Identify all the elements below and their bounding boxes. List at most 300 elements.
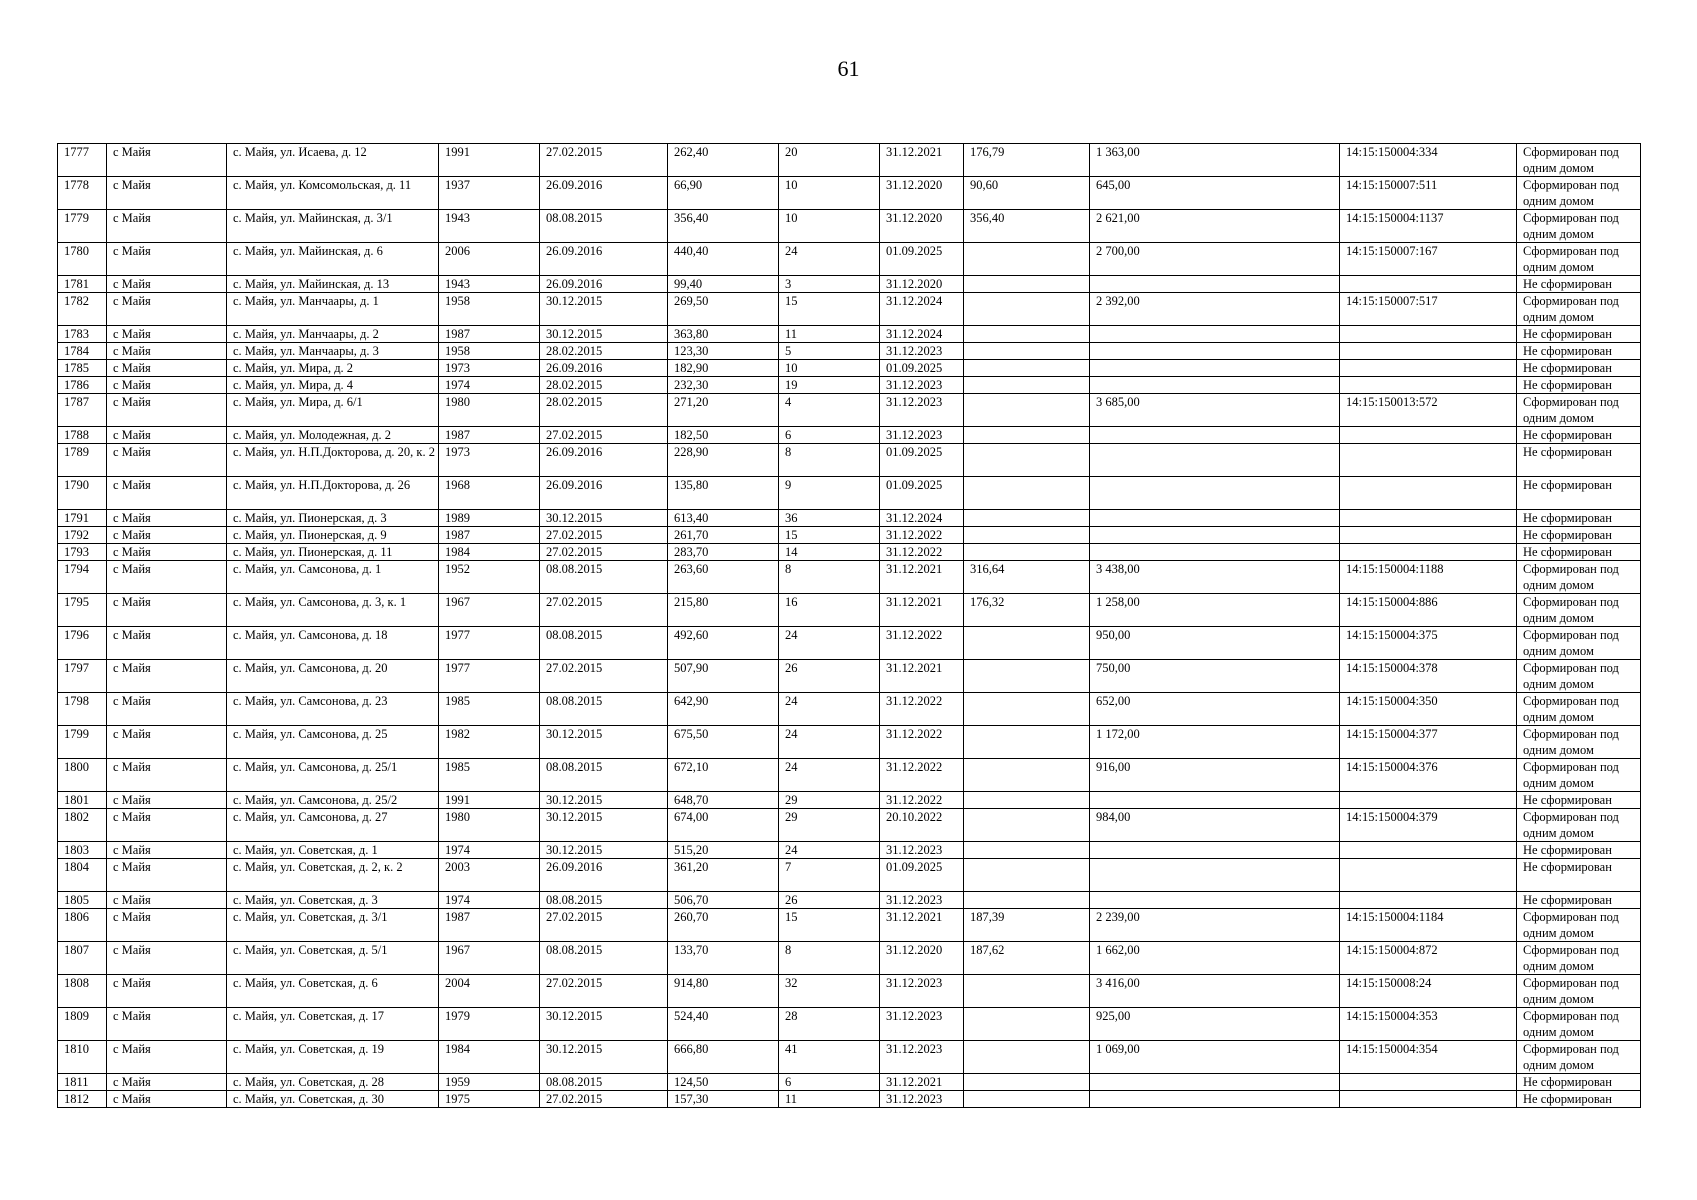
- cell-settlement: с Майя: [107, 343, 227, 360]
- cell-address: с. Майя, ул. Майинская, д. 3/1: [227, 210, 439, 243]
- cell-settlement: с Майя: [107, 293, 227, 326]
- cell-cadastral-value: 652,00: [1090, 693, 1340, 726]
- cell-cadastral-number: 14:15:150007:517: [1340, 293, 1517, 326]
- cell-area: 674,00: [668, 809, 779, 842]
- cell-apartments: 24: [779, 759, 880, 792]
- cell-deadline: 31.12.2023: [880, 394, 964, 427]
- cell-area: 123,30: [668, 343, 779, 360]
- cell-deadline: 31.12.2021: [880, 561, 964, 594]
- cell-cadastral-value: 3 685,00: [1090, 394, 1340, 427]
- cell-land-area: [964, 627, 1090, 660]
- cell-address: с. Майя, ул. Мира, д. 4: [227, 377, 439, 394]
- cell-land-status: Сформирован под одним домом: [1517, 1008, 1641, 1041]
- cell-survey-date: 26.09.2016: [540, 444, 668, 477]
- cell-area: 648,70: [668, 792, 779, 809]
- cell-land-status: Сформирован под одним домом: [1517, 243, 1641, 276]
- cell-cadastral-number: [1340, 510, 1517, 527]
- cell-row-number: 1808: [58, 975, 107, 1008]
- cell-land-status: Не сформирован: [1517, 792, 1641, 809]
- table-row: [58, 942, 1641, 975]
- cell-settlement: с Майя: [107, 942, 227, 975]
- cell-deadline: 31.12.2022: [880, 693, 964, 726]
- cell-cadastral-value: 916,00: [1090, 759, 1340, 792]
- cell-land-area: [964, 510, 1090, 527]
- cell-land-status: Не сформирован: [1517, 892, 1641, 909]
- cell-row-number: 1807: [58, 942, 107, 975]
- cell-survey-date: 08.08.2015: [540, 693, 668, 726]
- cell-land-area: 176,79: [964, 144, 1090, 177]
- cell-land-status: Сформирован под одним домом: [1517, 726, 1641, 759]
- cell-address: с. Майя, ул. Манчаары, д. 1: [227, 293, 439, 326]
- cell-build-year: 1991: [439, 792, 540, 809]
- cell-land-area: 90,60: [964, 177, 1090, 210]
- cell-row-number: 1809: [58, 1008, 107, 1041]
- cell-cadastral-number: 14:15:150004:377: [1340, 726, 1517, 759]
- cell-settlement: с Майя: [107, 627, 227, 660]
- cell-area: 215,80: [668, 594, 779, 627]
- cell-survey-date: 08.08.2015: [540, 627, 668, 660]
- cell-cadastral-number: 14:15:150004:379: [1340, 809, 1517, 842]
- cell-row-number: 1797: [58, 660, 107, 693]
- cell-cadastral-number: 14:15:150013:572: [1340, 394, 1517, 427]
- cell-settlement: с Майя: [107, 842, 227, 859]
- cell-address: с. Майя, ул. Самсонова, д. 23: [227, 693, 439, 726]
- cell-cadastral-value: [1090, 1074, 1340, 1091]
- cell-land-area: 187,39: [964, 909, 1090, 942]
- cell-settlement: с Майя: [107, 1041, 227, 1074]
- cell-cadastral-value: [1090, 792, 1340, 809]
- cell-build-year: 2003: [439, 859, 540, 892]
- cell-build-year: 1975: [439, 1091, 540, 1108]
- cell-apartments: 8: [779, 942, 880, 975]
- cell-row-number: 1788: [58, 427, 107, 444]
- cell-land-area: 316,64: [964, 561, 1090, 594]
- cell-area: 666,80: [668, 1041, 779, 1074]
- cell-land-area: [964, 477, 1090, 510]
- cell-build-year: 1989: [439, 510, 540, 527]
- cell-cadastral-value: 1 363,00: [1090, 144, 1340, 177]
- cell-apartments: 15: [779, 293, 880, 326]
- cell-cadastral-number: [1340, 326, 1517, 343]
- cell-build-year: 1958: [439, 343, 540, 360]
- cell-cadastral-number: [1340, 527, 1517, 544]
- cell-deadline: 31.12.2021: [880, 144, 964, 177]
- cell-land-area: [964, 527, 1090, 544]
- cell-cadastral-value: 3 416,00: [1090, 975, 1340, 1008]
- cell-cadastral-value: 1 258,00: [1090, 594, 1340, 627]
- cell-land-status: Сформирован под одним домом: [1517, 394, 1641, 427]
- table-row: [58, 693, 1641, 726]
- cell-build-year: 1937: [439, 177, 540, 210]
- cell-land-area: [964, 1041, 1090, 1074]
- cell-row-number: 1812: [58, 1091, 107, 1108]
- cell-cadastral-value: [1090, 544, 1340, 561]
- cell-land-status: Сформирован под одним домом: [1517, 561, 1641, 594]
- cell-deadline: 31.12.2024: [880, 293, 964, 326]
- cell-cadastral-value: [1090, 343, 1340, 360]
- cell-apartments: 8: [779, 444, 880, 477]
- cell-deadline: 20.10.2022: [880, 809, 964, 842]
- cell-build-year: 1982: [439, 726, 540, 759]
- cell-cadastral-value: 2 621,00: [1090, 210, 1340, 243]
- cell-land-status: Сформирован под одним домом: [1517, 144, 1641, 177]
- cell-land-area: [964, 377, 1090, 394]
- cell-apartments: 6: [779, 1074, 880, 1091]
- cell-land-status: Не сформирован: [1517, 1091, 1641, 1108]
- cell-area: 283,70: [668, 544, 779, 561]
- cell-build-year: 1984: [439, 544, 540, 561]
- table-row: [58, 975, 1641, 1008]
- cell-cadastral-value: 950,00: [1090, 627, 1340, 660]
- cell-apartments: 3: [779, 276, 880, 293]
- cell-land-area: [964, 693, 1090, 726]
- cell-deadline: 31.12.2024: [880, 510, 964, 527]
- cell-cadastral-number: 14:15:150004:872: [1340, 942, 1517, 975]
- cell-cadastral-value: 2 700,00: [1090, 243, 1340, 276]
- cell-settlement: с Майя: [107, 693, 227, 726]
- table-row: [58, 343, 1641, 360]
- table-row: [58, 293, 1641, 326]
- cell-row-number: 1802: [58, 809, 107, 842]
- cell-land-area: [964, 444, 1090, 477]
- cell-survey-date: 26.09.2016: [540, 360, 668, 377]
- cell-address: с. Майя, ул. Н.П.Доктoрова, д. 26: [227, 477, 439, 510]
- table-row: [58, 144, 1641, 177]
- cell-apartments: 36: [779, 510, 880, 527]
- cell-cadastral-number: [1340, 544, 1517, 561]
- table-row: [58, 444, 1641, 477]
- cell-land-area: 356,40: [964, 210, 1090, 243]
- cell-build-year: 1980: [439, 394, 540, 427]
- cell-survey-date: 27.02.2015: [540, 427, 668, 444]
- table-row: [58, 1008, 1641, 1041]
- cell-cadastral-value: [1090, 842, 1340, 859]
- cell-address: с. Майя, ул. Советская, д. 5/1: [227, 942, 439, 975]
- cell-area: 124,50: [668, 1074, 779, 1091]
- cell-area: 66,90: [668, 177, 779, 210]
- cell-survey-date: 30.12.2015: [540, 1041, 668, 1074]
- cell-deadline: 01.09.2025: [880, 477, 964, 510]
- cell-survey-date: 08.08.2015: [540, 942, 668, 975]
- cell-cadastral-number: 14:15:150004:1188: [1340, 561, 1517, 594]
- table-row: [58, 561, 1641, 594]
- cell-settlement: с Майя: [107, 360, 227, 377]
- registry-body: [58, 144, 1641, 1108]
- cell-row-number: 1787: [58, 394, 107, 427]
- cell-cadastral-value: [1090, 510, 1340, 527]
- cell-cadastral-number: 14:15:150004:375: [1340, 627, 1517, 660]
- cell-survey-date: 26.09.2016: [540, 477, 668, 510]
- cell-build-year: 1943: [439, 210, 540, 243]
- cell-address: с. Майя, ул. Самсонова, д. 27: [227, 809, 439, 842]
- cell-apartments: 41: [779, 1041, 880, 1074]
- cell-address: с. Майя, ул. Самсонова, д. 3, к. 1: [227, 594, 439, 627]
- cell-cadastral-number: [1340, 842, 1517, 859]
- cell-land-area: [964, 759, 1090, 792]
- cell-land-status: Сформирован под одним домом: [1517, 293, 1641, 326]
- cell-deadline: 31.12.2023: [880, 1041, 964, 1074]
- cell-land-area: [964, 427, 1090, 444]
- cell-land-status: Не сформирован: [1517, 510, 1641, 527]
- cell-cadastral-number: [1340, 377, 1517, 394]
- cell-address: с. Майя, ул. Советская, д. 3/1: [227, 909, 439, 942]
- cell-land-area: [964, 1008, 1090, 1041]
- cell-deadline: 31.12.2022: [880, 544, 964, 561]
- table-row: [58, 594, 1641, 627]
- cell-area: 506,70: [668, 892, 779, 909]
- cell-area: 269,50: [668, 293, 779, 326]
- cell-area: 262,40: [668, 144, 779, 177]
- cell-land-status: Сформирован под одним домом: [1517, 627, 1641, 660]
- cell-deadline: 31.12.2021: [880, 660, 964, 693]
- cell-cadastral-value: [1090, 527, 1340, 544]
- cell-survey-date: 27.02.2015: [540, 594, 668, 627]
- cell-settlement: с Майя: [107, 243, 227, 276]
- cell-apartments: 14: [779, 544, 880, 561]
- cell-cadastral-number: 14:15:150004:1184: [1340, 909, 1517, 942]
- cell-settlement: с Майя: [107, 792, 227, 809]
- cell-cadastral-number: 14:15:150007:511: [1340, 177, 1517, 210]
- housing-registry-table: [57, 143, 1641, 1108]
- cell-row-number: 1810: [58, 1041, 107, 1074]
- cell-land-area: [964, 660, 1090, 693]
- cell-cadastral-value: 2 392,00: [1090, 293, 1340, 326]
- cell-build-year: 1967: [439, 594, 540, 627]
- table-row: [58, 377, 1641, 394]
- cell-build-year: 1973: [439, 444, 540, 477]
- cell-deadline: 01.09.2025: [880, 859, 964, 892]
- cell-address: с. Майя, ул. Советская, д. 17: [227, 1008, 439, 1041]
- cell-row-number: 1793: [58, 544, 107, 561]
- cell-apartments: 11: [779, 1091, 880, 1108]
- table-row: [58, 360, 1641, 377]
- cell-survey-date: 27.02.2015: [540, 975, 668, 1008]
- cell-survey-date: 30.12.2015: [540, 792, 668, 809]
- table-row: [58, 510, 1641, 527]
- cell-survey-date: 08.08.2015: [540, 759, 668, 792]
- cell-build-year: 1977: [439, 660, 540, 693]
- cell-build-year: 1987: [439, 326, 540, 343]
- cell-area: 675,50: [668, 726, 779, 759]
- cell-row-number: 1778: [58, 177, 107, 210]
- cell-settlement: с Майя: [107, 892, 227, 909]
- cell-area: 914,80: [668, 975, 779, 1008]
- cell-land-area: [964, 842, 1090, 859]
- cell-cadastral-number: 14:15:150004:354: [1340, 1041, 1517, 1074]
- cell-land-area: [964, 343, 1090, 360]
- cell-address: с. Майя, ул. Комсомольская, д. 11: [227, 177, 439, 210]
- cell-land-area: 176,32: [964, 594, 1090, 627]
- table-row: [58, 243, 1641, 276]
- cell-cadastral-value: [1090, 444, 1340, 477]
- cell-apartments: 32: [779, 975, 880, 1008]
- cell-cadastral-value: [1090, 892, 1340, 909]
- cell-land-status: Сформирован под одним домом: [1517, 909, 1641, 942]
- table-row: [58, 1074, 1641, 1091]
- cell-land-area: [964, 1091, 1090, 1108]
- table-row: [58, 859, 1641, 892]
- cell-row-number: 1794: [58, 561, 107, 594]
- cell-settlement: с Майя: [107, 660, 227, 693]
- cell-row-number: 1789: [58, 444, 107, 477]
- cell-settlement: с Майя: [107, 1008, 227, 1041]
- cell-deadline: 31.12.2024: [880, 326, 964, 343]
- cell-build-year: 2006: [439, 243, 540, 276]
- cell-deadline: 31.12.2022: [880, 759, 964, 792]
- cell-area: 440,40: [668, 243, 779, 276]
- cell-survey-date: 30.12.2015: [540, 726, 668, 759]
- cell-address: с. Майя, ул. Самсонова, д. 18: [227, 627, 439, 660]
- cell-settlement: с Майя: [107, 759, 227, 792]
- table-row: [58, 177, 1641, 210]
- table-row: [58, 394, 1641, 427]
- cell-survey-date: 30.12.2015: [540, 842, 668, 859]
- cell-address: с. Майя, ул. Майинская, д. 6: [227, 243, 439, 276]
- cell-address: с. Майя, ул. Советская, д. 2, к. 2: [227, 859, 439, 892]
- table-row: [58, 276, 1641, 293]
- cell-row-number: 1785: [58, 360, 107, 377]
- cell-area: 135,80: [668, 477, 779, 510]
- cell-apartments: 19: [779, 377, 880, 394]
- cell-address: с. Майя, ул. Пионерская, д. 3: [227, 510, 439, 527]
- cell-row-number: 1792: [58, 527, 107, 544]
- cell-survey-date: 30.12.2015: [540, 510, 668, 527]
- cell-survey-date: 08.08.2015: [540, 1074, 668, 1091]
- cell-deadline: 31.12.2021: [880, 909, 964, 942]
- cell-settlement: с Майя: [107, 527, 227, 544]
- cell-row-number: 1782: [58, 293, 107, 326]
- cell-survey-date: 28.02.2015: [540, 394, 668, 427]
- cell-cadastral-value: [1090, 326, 1340, 343]
- cell-row-number: 1803: [58, 842, 107, 859]
- cell-row-number: 1804: [58, 859, 107, 892]
- cell-deadline: 31.12.2023: [880, 842, 964, 859]
- cell-survey-date: 27.02.2015: [540, 144, 668, 177]
- cell-area: 261,70: [668, 527, 779, 544]
- table-row: [58, 909, 1641, 942]
- cell-deadline: 01.09.2025: [880, 360, 964, 377]
- cell-settlement: с Майя: [107, 726, 227, 759]
- cell-build-year: 1979: [439, 1008, 540, 1041]
- cell-address: с. Майя, ул. Советская, д. 6: [227, 975, 439, 1008]
- cell-cadastral-number: 14:15:150004:334: [1340, 144, 1517, 177]
- cell-area: 228,90: [668, 444, 779, 477]
- cell-settlement: с Майя: [107, 1074, 227, 1091]
- cell-cadastral-number: 14:15:150007:167: [1340, 243, 1517, 276]
- cell-cadastral-value: 984,00: [1090, 809, 1340, 842]
- table-row: [58, 527, 1641, 544]
- cell-settlement: с Майя: [107, 276, 227, 293]
- cell-cadastral-value: [1090, 859, 1340, 892]
- table-row: [58, 627, 1641, 660]
- cell-cadastral-number: [1340, 343, 1517, 360]
- cell-apartments: 7: [779, 859, 880, 892]
- cell-area: 672,10: [668, 759, 779, 792]
- cell-settlement: с Майя: [107, 544, 227, 561]
- table-row: [58, 892, 1641, 909]
- cell-land-status: Не сформирован: [1517, 544, 1641, 561]
- cell-apartments: 29: [779, 792, 880, 809]
- cell-row-number: 1783: [58, 326, 107, 343]
- cell-address: с. Майя, ул. Исаева, д. 12: [227, 144, 439, 177]
- cell-land-status: Сформирован под одним домом: [1517, 210, 1641, 243]
- table-row: [58, 1041, 1641, 1074]
- cell-cadastral-value: 1 662,00: [1090, 942, 1340, 975]
- cell-cadastral-number: 14:15:150004:353: [1340, 1008, 1517, 1041]
- cell-apartments: 5: [779, 343, 880, 360]
- cell-deadline: 31.12.2020: [880, 210, 964, 243]
- cell-settlement: с Майя: [107, 1091, 227, 1108]
- cell-row-number: 1811: [58, 1074, 107, 1091]
- cell-build-year: 1987: [439, 427, 540, 444]
- cell-apartments: 6: [779, 427, 880, 444]
- cell-cadastral-value: 925,00: [1090, 1008, 1340, 1041]
- cell-address: с. Майя, ул. Советская, д. 1: [227, 842, 439, 859]
- cell-address: с. Майя, ул. Н.П.Доктoрова, д. 20, к. 2: [227, 444, 439, 477]
- table-row: [58, 792, 1641, 809]
- cell-land-status: Сформирован под одним домом: [1517, 660, 1641, 693]
- cell-apartments: 24: [779, 726, 880, 759]
- cell-area: 613,40: [668, 510, 779, 527]
- cell-deadline: 31.12.2023: [880, 427, 964, 444]
- cell-deadline: 31.12.2023: [880, 1091, 964, 1108]
- cell-area: 515,20: [668, 842, 779, 859]
- cell-cadastral-value: 1 069,00: [1090, 1041, 1340, 1074]
- cell-settlement: с Майя: [107, 394, 227, 427]
- cell-settlement: с Майя: [107, 427, 227, 444]
- cell-land-status: Сформирован под одним домом: [1517, 975, 1641, 1008]
- cell-address: с. Майя, ул. Пионерская, д. 9: [227, 527, 439, 544]
- cell-survey-date: 26.09.2016: [540, 177, 668, 210]
- cell-row-number: 1786: [58, 377, 107, 394]
- table-row: [58, 809, 1641, 842]
- cell-land-area: [964, 726, 1090, 759]
- cell-row-number: 1799: [58, 726, 107, 759]
- cell-row-number: 1791: [58, 510, 107, 527]
- cell-build-year: 1967: [439, 942, 540, 975]
- cell-settlement: с Майя: [107, 809, 227, 842]
- cell-apartments: 15: [779, 909, 880, 942]
- cell-address: с. Майя, ул. Молодежная, д. 2: [227, 427, 439, 444]
- cell-row-number: 1795: [58, 594, 107, 627]
- cell-build-year: 1974: [439, 892, 540, 909]
- cell-survey-date: 30.12.2015: [540, 809, 668, 842]
- cell-apartments: 29: [779, 809, 880, 842]
- cell-deadline: 31.12.2023: [880, 1008, 964, 1041]
- table-row: [58, 326, 1641, 343]
- cell-land-area: [964, 276, 1090, 293]
- cell-area: 356,40: [668, 210, 779, 243]
- cell-deadline: 31.12.2023: [880, 343, 964, 360]
- cell-cadastral-value: [1090, 427, 1340, 444]
- cell-address: с. Майя, ул. Советская, д. 28: [227, 1074, 439, 1091]
- cell-land-status: Не сформирован: [1517, 326, 1641, 343]
- cell-apartments: 20: [779, 144, 880, 177]
- cell-land-status: Сформирован под одним домом: [1517, 759, 1641, 792]
- cell-deadline: 31.12.2023: [880, 975, 964, 1008]
- cell-cadastral-value: [1090, 276, 1340, 293]
- cell-settlement: с Майя: [107, 510, 227, 527]
- cell-row-number: 1784: [58, 343, 107, 360]
- cell-address: с. Майя, ул. Пионерская, д. 11: [227, 544, 439, 561]
- cell-survey-date: 30.12.2015: [540, 1008, 668, 1041]
- cell-apartments: 9: [779, 477, 880, 510]
- cell-deadline: 31.12.2022: [880, 527, 964, 544]
- cell-build-year: 1958: [439, 293, 540, 326]
- cell-cadastral-value: 750,00: [1090, 660, 1340, 693]
- cell-survey-date: 08.08.2015: [540, 210, 668, 243]
- cell-build-year: 1974: [439, 377, 540, 394]
